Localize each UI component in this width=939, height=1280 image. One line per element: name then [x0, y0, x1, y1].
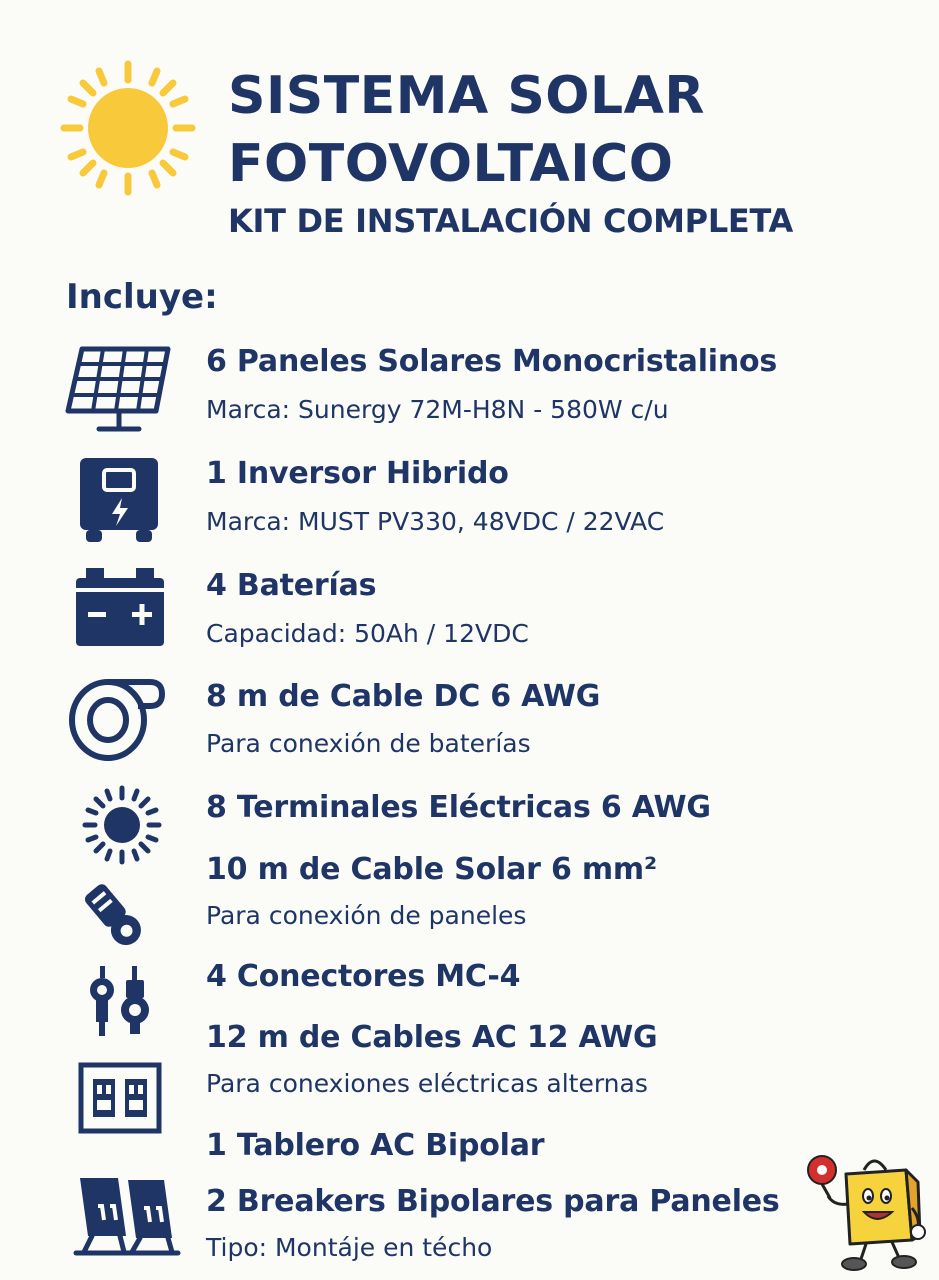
item-desc-panels: Marca: Sunergy 72M-H8N - 580W c/u [206, 395, 669, 424]
mc4-connector-icon [88, 966, 152, 1038]
item-desc-batteries: Capacidad: 50Ah / 12VDC [206, 619, 529, 648]
cable-coil-icon [68, 678, 168, 762]
sun-icon [58, 58, 198, 198]
page-title-line2: FOTOVOLTAICO [228, 134, 674, 194]
item-title-solar-cable: 10 m de Cable Solar 6 mm² [206, 852, 657, 887]
solar-panel-icon [64, 345, 174, 435]
terminal-lug-icon [80, 882, 150, 952]
item-desc-breakers: Tipo: Montáje en téchо [206, 1233, 493, 1262]
item-desc-dc-cable: Para conexión de baterías [206, 729, 531, 758]
shopping-bag-mascot-icon [806, 1152, 930, 1274]
roof-mount-panels-icon [72, 1176, 182, 1256]
sun-small-icon [82, 785, 162, 865]
item-desc-ac-cables: Para conexiones eléctricas alternas [206, 1069, 648, 1098]
item-desc-solar-cable: Para conexión de paneles [206, 901, 527, 930]
item-title-breakers: 2 Breakers Bipolares para Paneles [206, 1184, 780, 1219]
item-title-inverter: 1 Inversor Hibrido [206, 456, 509, 491]
battery-icon [76, 568, 166, 648]
page-title-line1: SISTEMA SOLAR [228, 66, 705, 126]
item-title-dc-cable: 8 m de Cable DC 6 AWG [206, 679, 601, 714]
item-title-mc4: 4 Conectores MC-4 [206, 959, 521, 994]
breaker-box-icon [78, 1062, 162, 1134]
item-title-panels: 6 Paneles Solares Monocristalinos [206, 344, 778, 379]
includes-heading: Incluye: [66, 277, 218, 317]
item-desc-inverter: Marca: MUST PV330, 48VDC / 22VAC [206, 507, 665, 536]
item-title-batteries: 4 Baterías [206, 568, 377, 603]
page-subtitle: KIT DE INSTALACIÓN COMPLETA [228, 202, 793, 240]
inverter-icon [78, 456, 162, 546]
item-title-ac-cables: 12 m de Cables AC 12 AWG [206, 1020, 658, 1055]
item-title-ac-board: 1 Tablero AC Bipolar [206, 1128, 545, 1163]
item-title-terminals: 8 Terminales Eléctricas 6 AWG [206, 790, 711, 825]
